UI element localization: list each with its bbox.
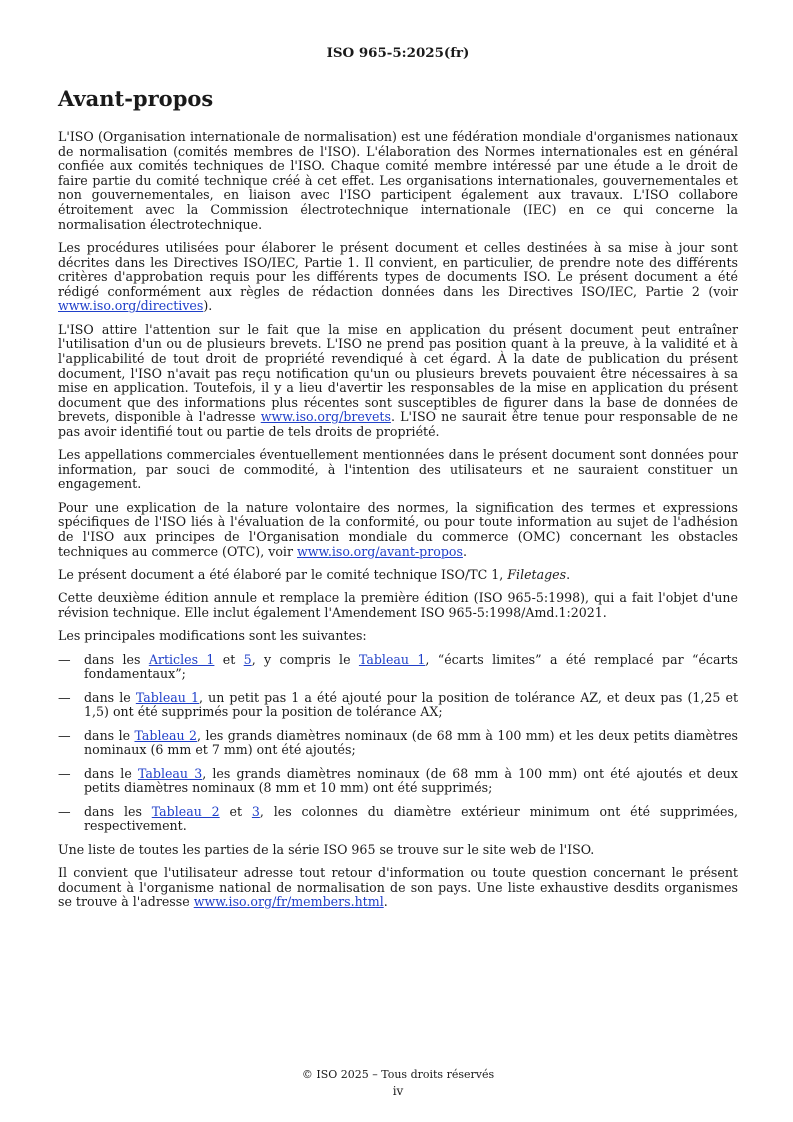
paragraph-text: .: [566, 567, 571, 583]
article-5-link[interactable]: 5: [243, 651, 252, 667]
paragraph-text: .: [383, 894, 388, 910]
directives-link[interactable]: www.iso.org/directives: [58, 298, 204, 314]
section-heading: Avant-propos: [58, 86, 214, 111]
paragraph-patents: [58, 323, 738, 440]
list-text: , les grands diamètres nominaux (de 68 mm à 100 mm) et les deux petits diamètres nominaux (6 mm et 7 mm) ont été ajoutés;: [84, 727, 739, 758]
list-text: et: [214, 651, 244, 667]
list-item: [58, 653, 738, 682]
list-text: , “écarts limites” a été remplacé par “écarts fondamentaux”;: [84, 651, 739, 682]
list-text: , un petit pas 1 a été ajouté pour la position de tolérance AZ, et deux pas (1,25 et 1,5) ont été supprimés pour la position de tolérance AX;: [84, 689, 739, 720]
list-text: , y compris le: [251, 651, 359, 667]
document-page: [58, 0, 738, 1122]
paragraph-text: Pour une explication de la nature volontaire des normes, la signification des termes et expressions spécifiques de l'ISO liés à l'évaluation de la conformité, ou pour toute information au sujet de l'adhésion de l'ISO aux principes de l'Organisation mondiale du commerce (OMC) concernant les obstacles techniques au commerce (OTC), voir: [58, 499, 738, 559]
committee-title: Filetages: [507, 567, 567, 583]
list-text: dans le: [84, 765, 138, 781]
patents-link[interactable]: www.iso.org/brevets: [260, 409, 391, 425]
list-text: dans le: [84, 727, 135, 743]
paragraph-text: Il convient que l'utilisateur adresse tout retour d'information ou toute question concernant le présent document à l'organisme national de normalisation de son pays. Une liste exhaustive desdits organismes se trouve à l'adresse: [58, 865, 738, 910]
page-footer: [58, 1066, 738, 1100]
paragraph-procedures: [58, 241, 738, 314]
paragraph-changes-intro: Les principales modifications sont les suivantes:: [58, 628, 367, 644]
paragraph-series-list: Une liste de toutes les parties de la série ISO 965 se trouve sur le site web de l'ISO.: [58, 841, 595, 857]
table-1-link[interactable]: Tableau 1: [358, 651, 426, 667]
table-1-link[interactable]: Tableau 1: [135, 689, 200, 705]
paragraph-committee: [58, 568, 738, 583]
list-dash: —: [58, 803, 71, 819]
list-item: [58, 767, 738, 796]
list-item: [58, 691, 738, 720]
foreword-body: [58, 130, 738, 919]
list-text: et: [219, 803, 252, 819]
list-dash: —: [58, 651, 71, 667]
paragraph-edition: Cette deuxième édition annule et remplace la première édition (ISO 965-5:1998), qui a fait l'objet d'une révision technique. Elle inclut également l'Amendement ISO 965-5:1998/Amd.1:2021.: [58, 590, 738, 620]
list-text: dans les: [84, 803, 152, 819]
paragraph-iso-intro: L'ISO (Organisation internationale de normalisation) est une fédération mondiale d'organismes nationaux de normalisation (comités membres de l'ISO). L'élaboration des Normes internationales est en général confiée aux comités techniques de l'ISO. Chaque comité membre intéressé par une étude a le droit de faire partie du comité technique créé à cet effet. Les organisations internationales, gouvernementales et non gouvernementales, en liaison avec l'ISO participent également aux travaux. L'ISO collabore étroitement avec la Commission électrotechnique internationale (IEC) en ce qui concerne la normalisation électrotechnique.: [58, 129, 738, 232]
list-text: dans le: [84, 689, 136, 705]
paragraph-text: . L'ISO ne saurait être tenue pour responsable de ne pas avoir identifié tout ou partie de tels droits de propriété.: [58, 409, 738, 439]
document-header: ISO 965-5:2025(fr): [326, 45, 470, 61]
paragraph-text: ).: [203, 298, 213, 314]
table-3-link[interactable]: 3: [251, 803, 260, 819]
list-text: , les grands diamètres nominaux (de 68 mm à 100 mm) ont été ajoutés et deux petits diamètres nominaux (8 mm et 10 mm) ont été supprimés;: [84, 765, 738, 796]
paragraph-text: Les procédures utilisées pour élaborer le présent document et celles destinées à sa mise à jour sont décrites dans les Directives ISO/IEC, Partie 1. Il convient, en particulier, de prendre note des différents critères d'approbation requis pour les différents types de documents ISO. Le présent document a été rédigé conformément aux règles de rédaction données dans les Directives ISO/IEC, Partie 2 (voir: [58, 239, 738, 299]
page-number: iv: [392, 1084, 404, 1098]
paragraph-text: .: [462, 543, 467, 559]
list-dash: —: [58, 689, 71, 705]
list-dash: —: [58, 727, 71, 743]
list-item: [58, 805, 738, 834]
changes-list: [58, 653, 738, 834]
copyright-notice: © ISO 2025 – Tous droits réservés: [301, 1068, 495, 1081]
table-2-link[interactable]: Tableau 2: [151, 803, 220, 819]
paragraph-feedback: [58, 866, 738, 910]
paragraph-text: Le présent document a été élaboré par le comité technique ISO/TC 1,: [58, 567, 508, 583]
list-text: dans les: [84, 651, 149, 667]
table-2-link[interactable]: Tableau 2: [134, 727, 198, 743]
list-dash: —: [58, 765, 71, 781]
list-item: [58, 729, 738, 758]
members-link[interactable]: www.iso.org/fr/members.html: [193, 894, 384, 910]
foreword-link[interactable]: www.iso.org/avant-propos: [296, 543, 463, 559]
table-3-link[interactable]: Tableau 3: [137, 765, 203, 781]
paragraph-voluntary-nature: [58, 501, 738, 559]
article-1-link[interactable]: Articles 1: [148, 651, 215, 667]
paragraph-text: L'ISO attire l'attention sur le fait que la mise en application du présent document peut entraîner l'utilisation d'un ou de plusieurs brevets. L'ISO ne prend pas position quant à la preuve, à la validité et à l'applicabilité de tout droit de propriété revendiqué à cet égard. À la date de publication du présent document, l'ISO n'avait pas reçu notification qu'un ou plusieurs brevets pouvaient être nécessaires à sa mise en application. Toutefois, il y a lieu d'avertir les responsables de la mise en application du présent document que des informations plus récentes sont susceptibles de figurer dans la base de données de brevets, disponible à l'adresse: [58, 321, 738, 425]
list-text: , les colonnes du diamètre extérieur minimum ont été supprimées, respectivement.: [84, 803, 738, 834]
paragraph-trade-names: Les appellations commerciales éventuellement mentionnées dans le présent document sont données pour information, par souci de commodité, à l'intention des utilisateurs et ne sauraient constituer un engagement.: [58, 447, 738, 492]
